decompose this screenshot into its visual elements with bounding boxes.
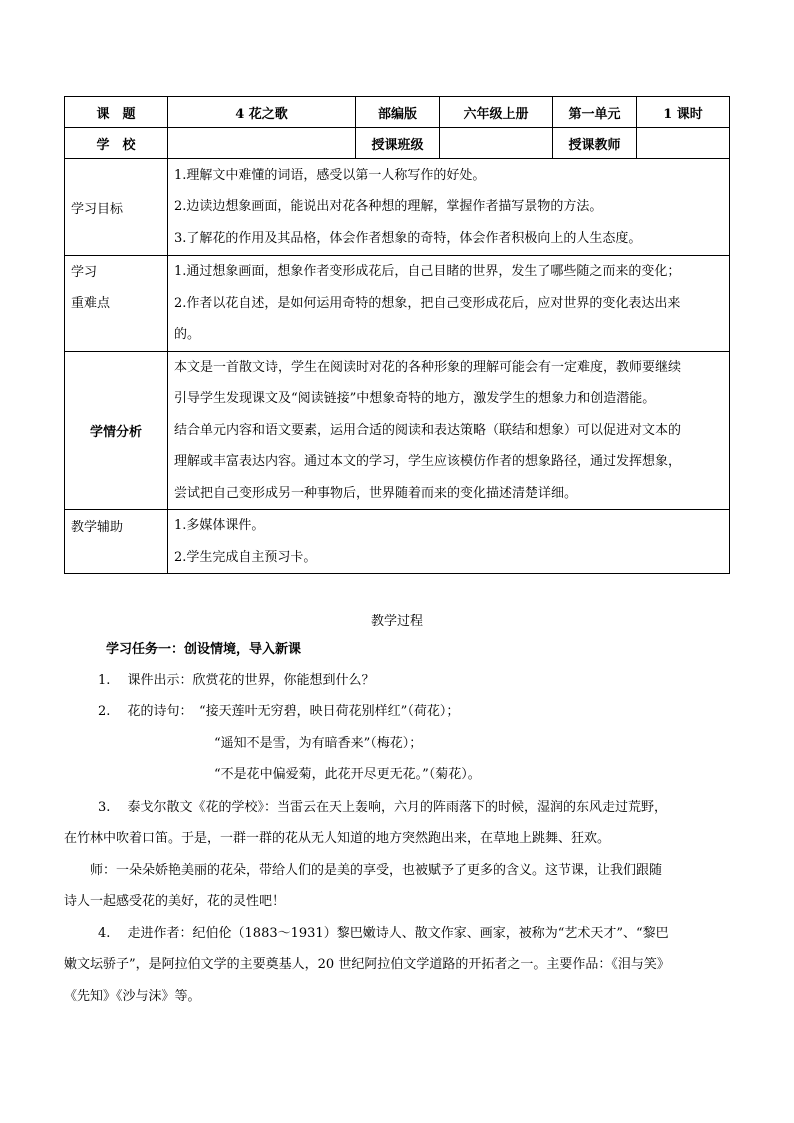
task1-heading: 学习任务一：创设情境，导入新课 xyxy=(106,642,302,657)
analysis-label: 学情分析 xyxy=(65,351,168,510)
aids-content xyxy=(168,510,730,574)
goal-item: 1.理解文中难懂的词语，感受以第一人称写作的好处。 xyxy=(174,167,486,183)
analysis-line: 尝试把自己变形成另一种事物后，世界随着而来的变化描述清楚详细。 xyxy=(174,485,578,501)
goals-label: 学习目标 xyxy=(65,159,168,256)
lesson-label: 课 题 xyxy=(65,97,168,128)
process-line: 1. 课件出示：欣赏花的世界，你能想到什么？ xyxy=(98,673,375,688)
goals-row xyxy=(65,159,730,256)
school-row xyxy=(65,128,730,159)
analysis-row xyxy=(65,351,730,510)
hours: 1 课时 xyxy=(637,97,730,128)
teacher-value xyxy=(637,128,730,159)
grade: 六年级上册 xyxy=(440,97,553,128)
school-label: 学 校 xyxy=(65,128,168,159)
process-title: 教学过程 xyxy=(370,614,423,629)
keypoint-item: 1.通过想象画面，想象作者变形成花后，自己目睹的世界，发生了哪些随之而来的变化； xyxy=(174,264,681,279)
aid-item: 2.学生完成自主预习卡。 xyxy=(174,549,317,565)
process-line: 2. 花的诗句： “接天莲叶无穷碧，映日荷花别样红”（荷花）； xyxy=(98,704,460,719)
edition: 部编版 xyxy=(356,97,440,128)
goal-item: 2.边读边想象画面，能说出对花各种想的理解，掌握作者描写景物的方法。 xyxy=(174,199,603,215)
keypoints-content xyxy=(168,256,730,352)
process-line: 诗人一起感受花的美好，花的灵性吧！ xyxy=(64,894,286,909)
keypoints-label xyxy=(65,256,168,352)
process-line: 《先知》《沙与沫》等。 xyxy=(64,989,201,1004)
keypoint-item: 2.作者以花自述，是如何运用奇特的想象，把自己变形成花后，应对世界的变化表达出来 xyxy=(174,295,681,311)
aid-item: 1.多媒体课件。 xyxy=(174,518,265,533)
teacher-label: 授课教师 xyxy=(553,128,637,159)
class-value xyxy=(440,128,553,159)
title-row xyxy=(65,97,730,128)
unit: 第一单元 xyxy=(553,97,637,128)
process-line: 4. 走进作者：纪伯伦（1883～1931）黎巴嫩诗人、散文作家、画家，被称为“艺术天才”、“黎巴 xyxy=(98,926,669,941)
process-line: “遥知不是雪，为有暗香来”（梅花）； xyxy=(214,736,423,751)
aids-row xyxy=(65,510,730,574)
aids-label: 教学辅助 xyxy=(65,510,168,574)
keypoints-row xyxy=(65,256,730,352)
lesson-title: 4 花之歌 xyxy=(168,97,356,128)
keypoints-label-line2: 重难点 xyxy=(71,296,111,311)
analysis-content xyxy=(168,351,730,510)
process-line: 师：一朵朵娇艳美丽的花朵，带给人们的是美的享受，也被赋予了更多的含义。这节课，让我们跟随 xyxy=(90,863,663,878)
school-value xyxy=(168,128,356,159)
lesson-info-table xyxy=(64,96,730,574)
analysis-line: 结合单元内容和语文要素，运用合适的阅读和表达策略（联结和想象）可以促进对文本的 xyxy=(174,422,682,438)
class-label: 授课班级 xyxy=(356,128,440,159)
process-line: “不是花中偏爱菊，此花开尽更无花。”（菊花）。 xyxy=(214,767,481,782)
process-line: 嫩文坛骄子”，是阿拉伯文学的主要奠基人，20 世纪阿拉伯文学道路的开拓者之一。主要作品：《泪与笑》 xyxy=(64,957,670,972)
analysis-line: 本文是一首散文诗，学生在阅读时对花的各种形象的理解可能会有一定难度，教师要继续 xyxy=(174,359,682,375)
analysis-line: 理解或丰富表达内容。通过本文的学习，学生应该模仿作者的想象路径，通过发挥想象， xyxy=(174,454,682,469)
keypoints-label-line1: 学习 xyxy=(71,265,98,280)
keypoint-item: 的。 xyxy=(174,327,201,342)
analysis-line: 引导学生发现课文及“阅读链接”中想象奇特的地方，激发学生的想象力和创造潜能。 xyxy=(174,391,656,406)
process-line: 在竹林中吹着口笛。于是，一群一群的花从无人知道的地方突然跑出来，在草地上跳舞、狂欢。 xyxy=(64,831,611,846)
process-line: 3. 泰戈尔散文《花的学校》：当雷云在天上轰响，六月的阵雨落下的时候，湿润的东风走过荒野， xyxy=(98,800,668,815)
goal-item: 3.了解花的作用及其品格，体会作者想象的奇特，体会作者积极向上的人生态度。 xyxy=(174,230,642,246)
goals-content xyxy=(168,159,730,256)
